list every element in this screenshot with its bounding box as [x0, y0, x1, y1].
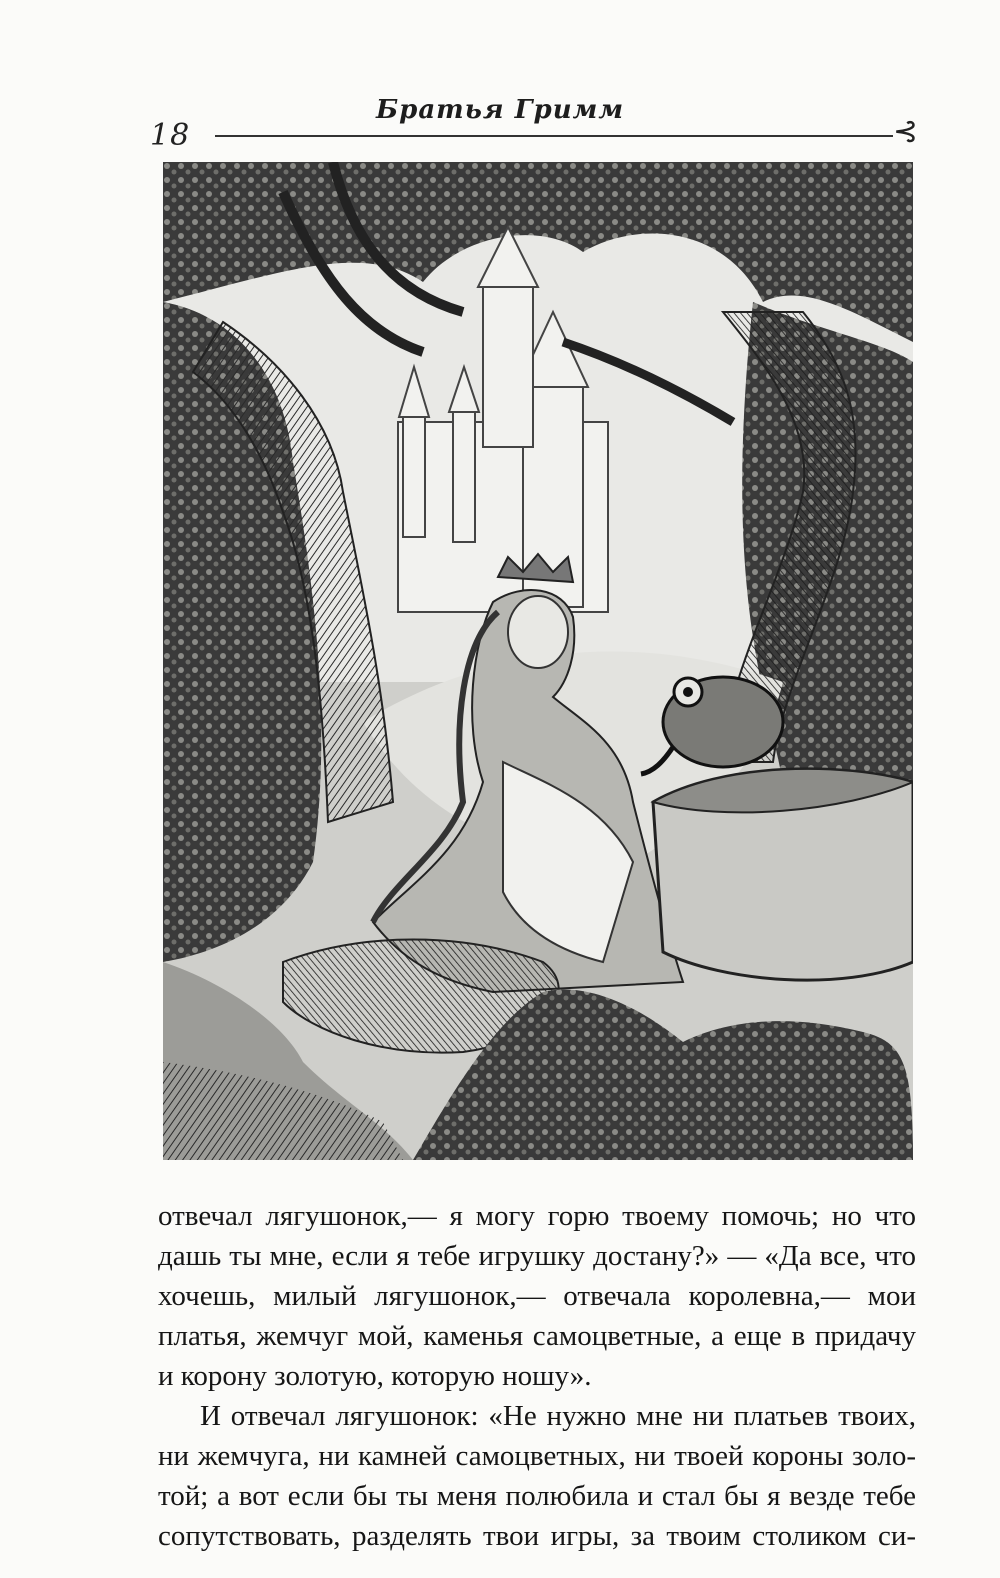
body-text [158, 1196, 916, 1556]
text-line: той; а вот если бы ты меня полюбила и стал бы я везде тебе [158, 1480, 916, 1512]
text-line: сопутствовать, разделять твои игры, за твоим столиком си- [158, 1520, 916, 1552]
running-title: Братья Гримм [375, 95, 625, 125]
engraving-image [163, 162, 913, 1160]
header-ornament-icon: ⊰ [893, 114, 919, 149]
text-line: отвечал лягушонок,— я могу горю твоему помочь; но что [158, 1200, 916, 1232]
text-line: платья, жемчуг мой, каменья самоцветные, а еще в придачу [158, 1320, 916, 1352]
text-line: ни жемчуга, ни камней самоцветных, ни твоей короны золо- [158, 1440, 916, 1472]
text-line: дашь ты мне, если я тебе игрушку достану?» — «Да все, что [158, 1240, 916, 1272]
header-rule [215, 135, 893, 137]
text-line: И отвечал лягушонок: «Не нужно мне ни платьев твоих, [200, 1400, 916, 1432]
text-line: хочешь, милый лягушонок,— отвечала королевна,— мои [158, 1280, 916, 1312]
page-number: 18 [150, 118, 191, 153]
illustration [163, 162, 913, 1160]
text-line: и корону золотую, которую ношу». [158, 1360, 592, 1392]
